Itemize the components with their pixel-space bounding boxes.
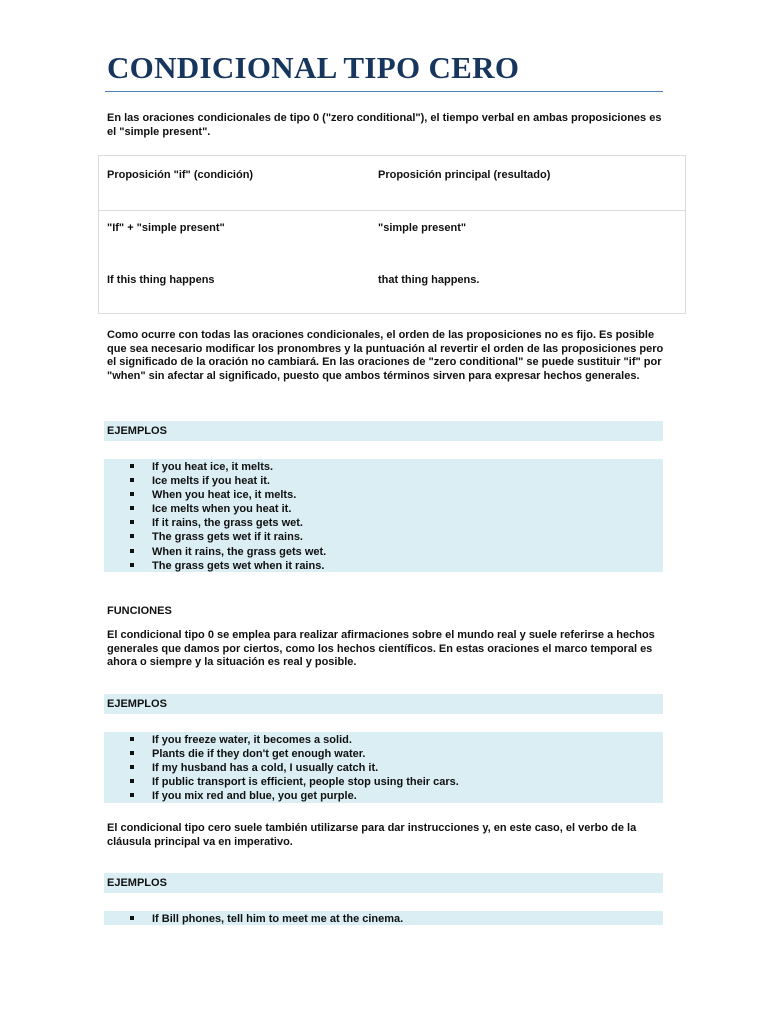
square-bullet-icon — [130, 793, 134, 797]
square-bullet-icon — [130, 779, 134, 783]
list-item: The grass gets wet when it rains. — [104, 559, 663, 573]
square-bullet-icon — [130, 765, 134, 769]
table-cell-main-example: that thing happens. — [378, 274, 480, 286]
list-item: Plants die if they don't get enough water. — [104, 747, 663, 761]
list-item: Ice melts when you heat it. — [104, 502, 663, 516]
square-bullet-icon — [130, 492, 134, 496]
word-order-paragraph: Como ocurre con todas las oraciones condicionales, el orden de las proposiciones no es fijo. Es posible que sea necesario modificar los pronombres y la puntuación al revertir el orden de las proposiciones pero el significado de la oración no cambiará. En las oraciones de "zero conditional" se puede sustituir "if" por "when" sin afectar al significado, puesto que ambos términos sirven para expresar hechos generales. — [107, 329, 664, 383]
square-bullet-icon — [130, 478, 134, 482]
square-bullet-icon — [130, 737, 134, 741]
list-item: If my husband has a cold, I usually catch it. — [104, 761, 663, 775]
intro-paragraph: En las oraciones condicionales de tipo 0 ("zero conditional"), el tiempo verbal en ambas proposiciones es el "simple present". — [107, 112, 662, 138]
list-item: When it rains, the grass gets wet. — [104, 545, 663, 559]
square-bullet-icon — [130, 751, 134, 755]
table-divider — [99, 210, 685, 211]
list-item: If you mix red and blue, you get purple. — [104, 789, 663, 803]
funciones-heading: FUNCIONES — [107, 605, 172, 617]
title-underline — [105, 91, 663, 92]
list-item: If Bill phones, tell him to meet me at the cinema. — [104, 912, 663, 926]
list-item: The grass gets wet if it rains. — [104, 530, 663, 544]
examples-list-2 — [104, 732, 663, 803]
examples-heading-2: EJEMPLOS — [104, 694, 663, 714]
square-bullet-icon — [130, 563, 134, 567]
list-item: If public transport is efficient, people stop using their cars. — [104, 775, 663, 789]
list-item: If you heat ice, it melts. — [104, 460, 663, 474]
table-cell-if-structure: "If" + "simple present" — [107, 222, 225, 234]
page-title: CONDICIONAL TIPO CERO — [107, 50, 520, 85]
square-bullet-icon — [130, 506, 134, 510]
list-item: If you freeze water, it becomes a solid. — [104, 733, 663, 747]
examples-list-1 — [104, 459, 663, 572]
list-item: When you heat ice, it melts. — [104, 488, 663, 502]
square-bullet-icon — [130, 520, 134, 524]
list-item: Ice melts if you heat it. — [104, 474, 663, 488]
table-header-main-clause: Proposición principal (resultado) — [378, 169, 551, 181]
square-bullet-icon — [130, 464, 134, 468]
list-item: If it rains, the grass gets wet. — [104, 516, 663, 530]
square-bullet-icon — [130, 534, 134, 538]
table-cell-if-example: If this thing happens — [107, 274, 215, 286]
table-header-if-clause: Proposición "if" (condición) — [107, 169, 254, 181]
table-cell-main-structure: "simple present" — [378, 222, 467, 234]
square-bullet-icon — [130, 549, 134, 553]
square-bullet-icon — [130, 916, 134, 920]
examples-heading-1: EJEMPLOS — [104, 421, 663, 441]
examples-list-3 — [104, 911, 663, 925]
conditional-structure-table — [98, 155, 686, 314]
funciones-paragraph: El condicional tipo 0 se emplea para realizar afirmaciones sobre el mundo real y suele referirse a hechos generales que damos por ciertos, como los hechos científicos. En estas oraciones el marco temporal es ahora o siempre y la situación es real y posible. — [107, 629, 655, 669]
imperative-paragraph: El condicional tipo cero suele también utilizarse para dar instrucciones y, en este caso, el verbo de la cláusula principal va en imperativo. — [107, 822, 637, 848]
examples-heading-3: EJEMPLOS — [104, 873, 663, 893]
